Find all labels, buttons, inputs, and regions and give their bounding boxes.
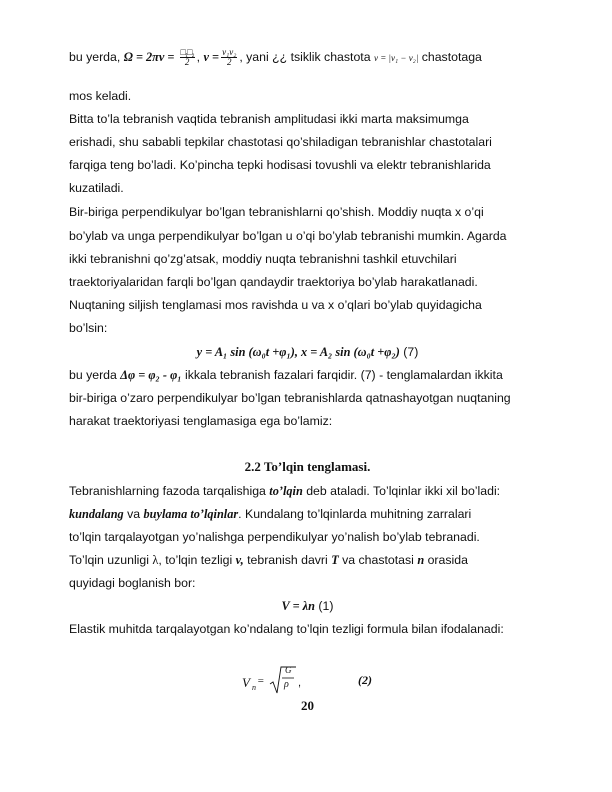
velocity-subscript: n — [252, 683, 256, 692]
text: , yani ¿¿ tsiklik chastota — [239, 49, 374, 64]
paragraph-line: Elastik muhitda tarqalayotgan ko’ndalang to’lqin tezligi formula bilan ifodalanadi: — [69, 622, 504, 636]
paragraph-line: erishadi, shu sababli tepkilar chastotasi qo’shiladigan tebranishlar chastotalari — [69, 135, 492, 149]
fraction-numerator: □₁□₂ — [180, 47, 194, 57]
text: tebranish davri — [243, 553, 332, 567]
square-root-icon — [269, 664, 297, 696]
line-beat-frequency: bu yerda, Ω = 2πν = $\frac{\text{□₁□₂}}{2}$ , ν = $\frac{\text{ν₁ν₂}}{2}$ , yani ¿¿ tsiklik chastota ν = |ν₁ − ν₂| chastotaga — [69, 47, 482, 67]
paragraph-line: mos keladi. — [69, 89, 132, 103]
text: ikkala tebranish fazalari farqidir. (7) - tenglamalardan ikkita — [181, 368, 503, 382]
paragraph-line: bo’ylab va unga perpendikulyar bo’lgan u o’qi bo’ylab tebranishi mumkin. Agarda — [69, 229, 507, 243]
term-wave: to’lqin — [269, 484, 303, 498]
text: va chastotasi — [338, 553, 418, 567]
fraction-nu — [221, 48, 237, 67]
omega-formula: Ω = 2πν — [123, 49, 165, 64]
text: . Kundalang to’lqinlarda muhitning zarralari — [238, 507, 472, 521]
page-number: 20 — [301, 698, 314, 713]
equation-text: V = λn — [281, 599, 315, 613]
nu-symbol: ν — [203, 49, 209, 64]
equation-number: (2) — [358, 673, 372, 687]
comma: , — [298, 677, 302, 689]
equation-text: y = A₁ sin (ω₀t +φ₁), x = A₂ sin (ω₀t +φ₂) — [196, 345, 400, 359]
paragraph-line: farqiga teng bo’ladi. Ko’pincha tepki hodisasi tovushli va elektr tebranishlarida — [69, 158, 491, 172]
fraction-numerator: ν₁ν₂ — [222, 47, 237, 57]
frequency-symbol: n — [417, 553, 425, 567]
paragraph-line: traektoriyalaridan farqli bo’lgan qandaydir traektoriya bo’ylab harakatlanadi. — [69, 275, 478, 289]
text: chastotaga — [418, 49, 482, 64]
fraction-omega — [180, 48, 195, 67]
equation-number: (7) — [399, 345, 419, 359]
text: Tebranishlarning fazoda tarqalishiga — [69, 484, 270, 498]
paragraph-line: bo’lsin: — [69, 321, 108, 335]
paragraph-line — [69, 483, 546, 499]
velocity-symbol: V — [242, 675, 250, 690]
paragraph-line: Bir-biriga perpendikulyar bo’lgan tebranishlarni qo’shish. Moddiy nuqta x o’qi — [69, 205, 484, 219]
fraction-denominator: 2 — [184, 57, 190, 67]
text: deb ataladi. To’lqinlar ikki xil bo’ladi: — [302, 484, 501, 498]
paragraph-line: to’lqin tarqalayotgan yo’nalishga perpendikulyar yo’nalish bo’ylab tebranadi. — [69, 530, 480, 544]
text: orasida — [424, 553, 468, 567]
paragraph-line — [69, 506, 546, 522]
paragraph-line: ikki tebranishni qo’zg’atsak, moddiy nuqta tebranishni tashkil etuvchilari — [69, 252, 457, 266]
term-transverse: kundalang — [69, 507, 124, 521]
equation-2 — [240, 664, 440, 700]
paragraph-line: harakat traektoriyasi tenglamasiga ega bo’lamiz: — [69, 414, 333, 428]
equation-7 — [69, 344, 546, 360]
equation-number: (1) — [314, 599, 334, 613]
fraction-denominator: 2 — [226, 57, 232, 67]
equals: = — [164, 49, 178, 64]
paragraph-line — [69, 367, 546, 383]
equals: = — [257, 675, 265, 687]
paragraph-line: Nuqtaning siljish tenglamasi mos ravishda u va x o’qlari bo’ylab quyidagicha — [69, 298, 482, 312]
shear-modulus-symbol: G — [285, 665, 292, 675]
text: bu yerda — [69, 368, 121, 382]
term-longitudinal: buylama to’lqinlar — [143, 507, 239, 521]
text: , to’lqin tezligi — [158, 553, 236, 567]
paragraph-line: quyidagi boglanish bor: — [69, 576, 196, 590]
lambda-symbol: λ — [152, 553, 159, 567]
velocity-symbol: v, — [235, 553, 244, 567]
text: To’lqin uzunligi — [69, 553, 153, 567]
paragraph-line: bir-biriga o’zaro perpendikulyar bo’lgan tebranishlarda qatnashayotgan nuqtaning — [69, 391, 511, 405]
text: va — [123, 507, 144, 521]
density-symbol: ρ — [284, 679, 289, 690]
paragraph-line — [69, 552, 546, 568]
paragraph-line: kuzatiladi. — [69, 181, 124, 195]
period-symbol: T — [331, 553, 339, 567]
abs-formula: ν = |ν₁ − ν₂| — [373, 52, 419, 63]
section-heading: 2.2 To’lqin tenglamasi. — [244, 459, 371, 474]
phase-difference-formula: Δφ = φ₂ - φ₁ — [120, 368, 182, 382]
equation-1 — [69, 598, 546, 614]
text: bu yerda, — [69, 49, 124, 64]
paragraph-line: Bitta to’la tebranish vaqtida tebranish amplitudasi ikki marta maksimumga — [69, 112, 469, 126]
equals: = — [208, 49, 220, 64]
